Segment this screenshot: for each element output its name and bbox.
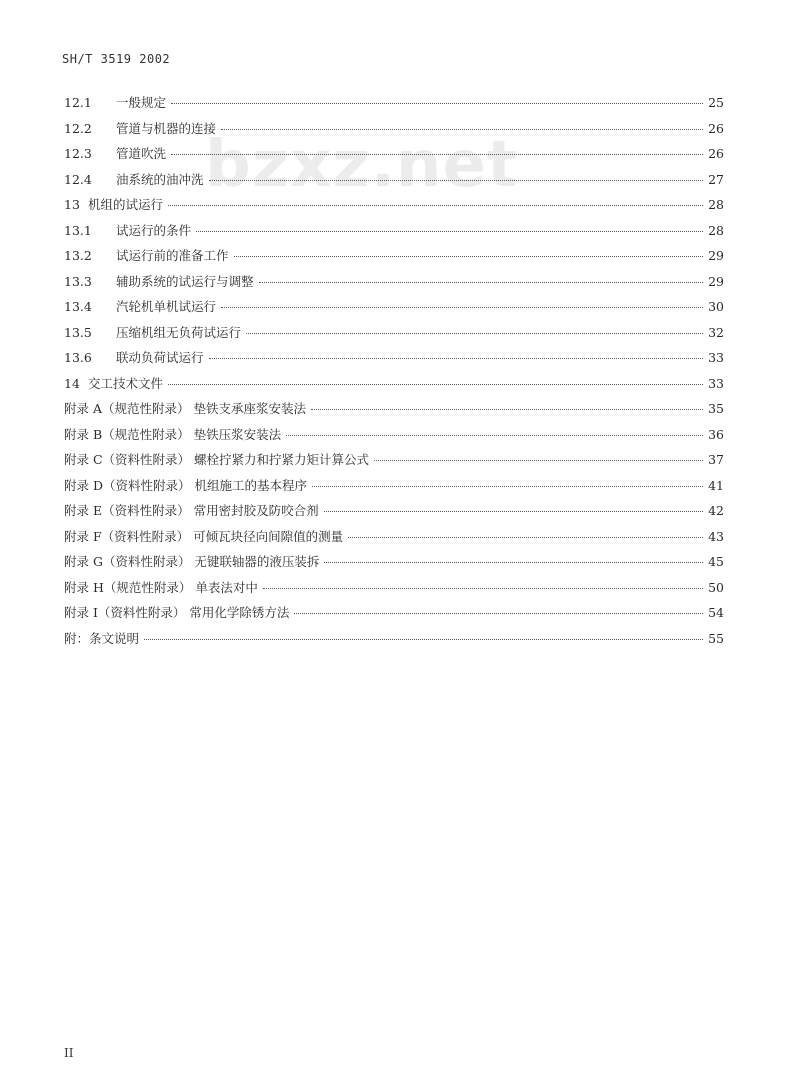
- toc-entry[interactable]: [64, 501, 724, 527]
- toc-entry-title: 压缩机组无负荷试运行: [116, 324, 242, 340]
- toc-dot-leader: [311, 409, 703, 410]
- toc-entry[interactable]: [64, 119, 724, 145]
- toc-entry-number: 13.4: [64, 299, 92, 314]
- toc-entry-page: 37: [708, 452, 724, 467]
- toc-dot-leader: [221, 307, 703, 308]
- toc-entry-title: 试运行前的准备工作: [116, 248, 229, 263]
- toc-entry-number: 12.1: [64, 95, 92, 110]
- toc-entry-title: 附录 G（资料性附录） 无键联轴器的液压装拆: [64, 554, 320, 569]
- toc-dot-leader: [209, 358, 703, 359]
- toc-entry[interactable]: [64, 348, 724, 374]
- toc-entry-page: 26: [708, 120, 724, 136]
- toc-entry-page: 32: [708, 324, 724, 340]
- toc-entry-page: 33: [708, 350, 724, 365]
- toc-dot-leader: [209, 180, 703, 181]
- toc-entry-number: 12.4: [64, 171, 92, 187]
- page-number: II: [64, 1046, 74, 1060]
- toc-entry[interactable]: [64, 629, 724, 655]
- toc-entry[interactable]: [64, 450, 724, 476]
- table-of-contents: [64, 93, 724, 654]
- toc-entry[interactable]: [64, 246, 724, 272]
- toc-entry-number: 13.5: [64, 324, 92, 340]
- toc-entry-title: 汽轮机单机试运行: [116, 299, 217, 314]
- toc-entry[interactable]: [64, 297, 724, 323]
- toc-entry[interactable]: [64, 93, 724, 119]
- toc-dot-leader: [168, 205, 703, 206]
- toc-entry[interactable]: [64, 425, 724, 451]
- toc-entry-page: 28: [708, 197, 724, 212]
- toc-entry-number: 13.6: [64, 350, 92, 365]
- toc-entry-page: 29: [708, 273, 724, 289]
- toc-dot-leader: [294, 613, 703, 614]
- toc-dot-leader: [286, 435, 703, 436]
- toc-entry[interactable]: [64, 527, 724, 553]
- toc-entry-page: 35: [708, 401, 724, 416]
- toc-entry-page: 43: [708, 528, 724, 544]
- toc-entry-title: 机组的试运行: [88, 197, 164, 212]
- toc-dot-leader: [144, 639, 703, 640]
- toc-entry[interactable]: [64, 272, 724, 298]
- toc-entry[interactable]: [64, 399, 724, 425]
- toc-entry-number: 13.3: [64, 273, 92, 289]
- toc-dot-leader: [263, 588, 703, 589]
- toc-dot-leader: [196, 231, 703, 232]
- toc-entry-title: 油系统的油冲洗: [116, 171, 204, 187]
- toc-entry-number: 13: [64, 197, 80, 212]
- toc-dot-leader: [171, 103, 703, 104]
- toc-entry-title: 附录 A（规范性附录） 垫铁支承座浆安装法: [64, 401, 306, 416]
- toc-entry[interactable]: [64, 323, 724, 349]
- document-code: SH/T 3519 2002: [62, 52, 171, 66]
- toc-entry-title: 管道吹洗: [116, 146, 167, 161]
- toc-entry-page: 41: [708, 477, 724, 493]
- toc-entry-title: 附录 F（资料性附录） 可倾瓦块径向间隙值的测量: [64, 528, 344, 544]
- toc-entry-title: 交工技术文件: [88, 375, 164, 391]
- toc-dot-leader: [259, 282, 703, 283]
- toc-entry-title: 联动负荷试运行: [116, 350, 204, 365]
- toc-entry-title: 附录 B（规范性附录） 垫铁压浆安装法: [64, 426, 282, 442]
- toc-dot-leader: [168, 384, 703, 385]
- toc-entry-title: 附录 C（资料性附录） 螺栓拧紧力和拧紧力矩计算公式: [64, 452, 370, 467]
- toc-dot-leader: [221, 129, 703, 130]
- toc-dot-leader: [324, 562, 703, 563]
- toc-entry-page: 25: [708, 95, 724, 110]
- toc-entry[interactable]: [64, 374, 724, 400]
- toc-entry-page: 28: [708, 222, 724, 238]
- toc-entry[interactable]: [64, 144, 724, 170]
- toc-entry[interactable]: [64, 578, 724, 604]
- toc-entry[interactable]: [64, 603, 724, 629]
- toc-entry-title: 附：条文说明: [64, 630, 140, 646]
- toc-entry-page: 45: [708, 554, 724, 569]
- toc-entry-page: 42: [708, 503, 724, 518]
- toc-entry-title: 辅助系统的试运行与调整: [116, 273, 254, 289]
- toc-entry-page: 26: [708, 146, 724, 161]
- toc-entry[interactable]: [64, 221, 724, 247]
- toc-entry-page: 33: [708, 375, 724, 391]
- toc-entry-page: 36: [708, 426, 724, 442]
- toc-entry-page: 55: [708, 630, 724, 646]
- toc-entry-number: 13.1: [64, 222, 92, 238]
- toc-entry-number: 12.2: [64, 120, 92, 136]
- toc-entry[interactable]: [64, 195, 724, 221]
- toc-dot-leader: [348, 537, 703, 538]
- toc-entry-title: 附录 H（规范性附录） 单表法对中: [64, 579, 258, 595]
- toc-entry-title: 试运行的条件: [116, 222, 192, 238]
- toc-entry-title: 附录 I（资料性附录） 常用化学除锈方法: [64, 605, 290, 620]
- toc-dot-leader: [324, 511, 703, 512]
- toc-entry[interactable]: [64, 476, 724, 502]
- toc-entry-number: 14: [64, 375, 80, 391]
- toc-entry-number: 12.3: [64, 146, 92, 161]
- toc-dot-leader: [234, 256, 703, 257]
- toc-dot-leader: [312, 486, 703, 487]
- toc-entry-page: 27: [708, 171, 724, 187]
- watermark: bzxz.net: [205, 128, 519, 202]
- toc-entry-page: 29: [708, 248, 724, 263]
- toc-entry-page: 30: [708, 299, 724, 314]
- toc-entry-page: 54: [708, 605, 724, 620]
- toc-entry-number: 13.2: [64, 248, 92, 263]
- toc-entry-title: 一般规定: [116, 95, 167, 110]
- toc-entry[interactable]: [64, 552, 724, 578]
- toc-dot-leader: [246, 333, 703, 334]
- toc-entry-title: 管道与机器的连接: [116, 120, 217, 136]
- toc-entry-title: 附录 E（资料性附录） 常用密封胶及防咬合剂: [64, 503, 319, 518]
- toc-entry[interactable]: [64, 170, 724, 196]
- toc-dot-leader: [374, 460, 703, 461]
- toc-entry-title: 附录 D（资料性附录） 机组施工的基本程序: [64, 477, 307, 493]
- toc-entry-page: 50: [708, 579, 724, 595]
- toc-dot-leader: [171, 154, 703, 155]
